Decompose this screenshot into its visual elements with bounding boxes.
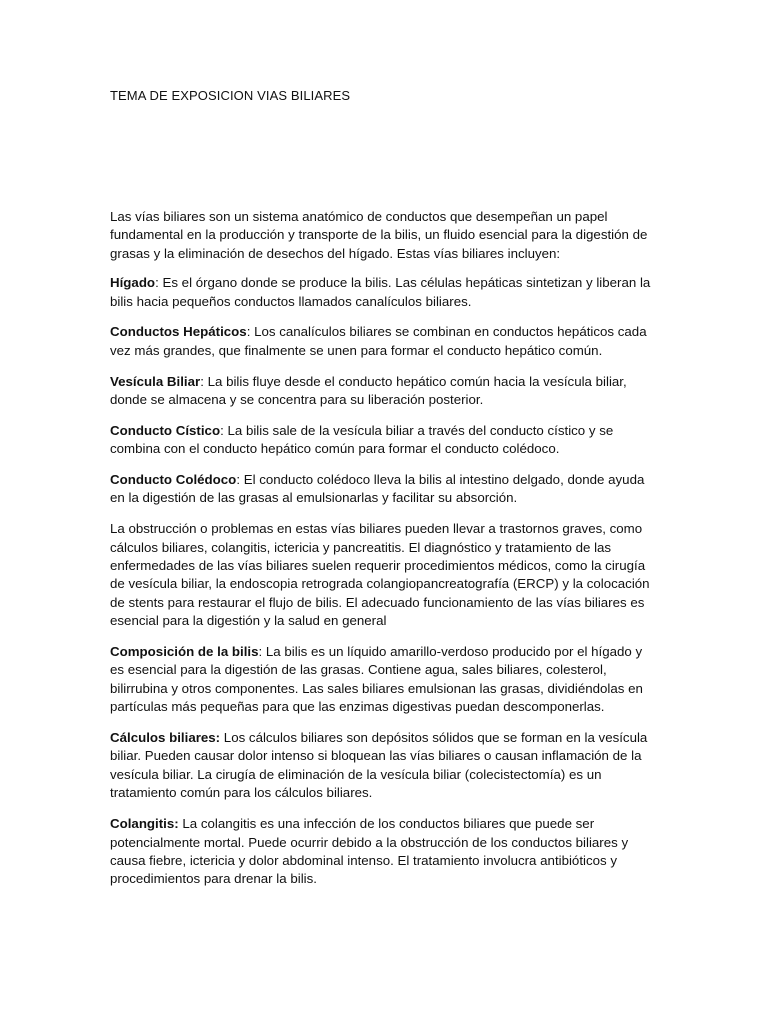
term-description: La bilis fluye desde el conducto hepático común hacia la vesícula biliar, donde se almacena y se concentra para su liberación posterior. [110, 373, 627, 408]
term-description: Los cálculos biliares son depósitos sólidos que se forman en la vesícula biliar. Pueden causar dolor intenso si bloquean las vías biliares o causan inflamación de la vesícula biliar. La cirugía de eliminación de la vesícula biliar (colecistectomía) es un tratamiento común para los cálculos biliares. [110, 730, 648, 801]
term-description: Los canalículos biliares se combinan en conductos hepáticos cada vez más grandes, que finalmente se unen para formar el conducto hepático común. [110, 324, 647, 358]
intro-paragraph: Las vías biliares son un sistema anatómico de conductos que desempeñan un papel fundamental en la producción y transporte de la bilis, un fluido esencial para la digestión de grasas y la eliminación de desechos del hígado. Estas vías biliares incluyen: [110, 209, 648, 261]
term-description: La bilis sale de la vesícula biliar a través del conducto cístico y se combina con el conducto hepático común para formar el conducto colédoco. [110, 422, 614, 457]
term-label: Composición de la bilis [110, 644, 259, 660]
document-body [110, 208, 658, 901]
topic-colangitis [110, 815, 658, 889]
section-vesicula-biliar [110, 373, 658, 410]
term-separator: : [200, 373, 204, 389]
term-separator: : [246, 324, 251, 340]
section-conducto-cistico [110, 422, 658, 459]
term-label: Conducto Cístico [110, 422, 221, 438]
term-description: La colangitis es una infección de los conductos biliares que puede ser potencialmente mortal. Puede ocurrir debido a la obstrucción de los conductos biliares y causa fiebre, ictericia y dolor abdominal intenso. El tratamiento involucra antibióticos y procedimientos para drenar la bilis. [110, 816, 629, 887]
term-separator: : [236, 472, 241, 488]
term-description: La bilis es un líquido amarillo-verdoso producido por el hígado y es esencial para la digestión de las grasas. Contiene agua, sales biliares, colesterol, bilirrubina y otros componentes. Las sales biliares emulsionan las grasas, dividiéndolas en partículas más pequeñas para que las enzimas digestivas puedan descomponerlas. [110, 644, 643, 715]
topic-calculos-biliares [110, 729, 658, 803]
section-conducto-coledoco [110, 471, 658, 508]
term-separator: : [155, 275, 159, 291]
term-label: Vesícula Biliar [110, 373, 201, 389]
term-description: El conducto colédoco lleva la bilis al intestino delgado, donde ayuda en la digestión de las grasas al emulsionarlas y facilitar su absorción. [110, 472, 645, 506]
term-label: Cálculos biliares: [110, 730, 221, 746]
term-label: Hígado [110, 275, 156, 291]
term-separator: : [220, 422, 224, 438]
section-conductos-hepaticos [110, 323, 658, 360]
topic-composicion-bilis [110, 643, 658, 717]
section-higado [110, 274, 658, 311]
term-label: Colangitis: [110, 816, 179, 832]
document-title: TEMA DE EXPOSICION VIAS BILIARES [110, 88, 351, 103]
summary-paragraph: La obstrucción o problemas en estas vías biliares pueden llevar a trastornos graves, como cálculos biliares, colangitis, ictericia y pancreatitis. El diagnóstico y tratamiento de las enfermedades de las vías biliares suelen requerir procedimientos médicos, como la cirugía de vesícula biliar, la endoscopia retrograda colangiopancreatografía (ERCP) y la colocación de stents para restaurar el flujo de bilis. El adecuado funcionamiento de las vías biliares es esencial para la digestión y la salud en general [110, 521, 650, 629]
term-description: Es el órgano donde se produce la bilis. Las células hepáticas sintetizan y liberan la bilis hacia pequeños conductos llamados canalículos biliares. [110, 275, 651, 309]
term-label: Conducto Colédoco [110, 472, 237, 488]
term-separator: : [258, 644, 263, 660]
term-label: Conductos Hepáticos [110, 324, 247, 340]
